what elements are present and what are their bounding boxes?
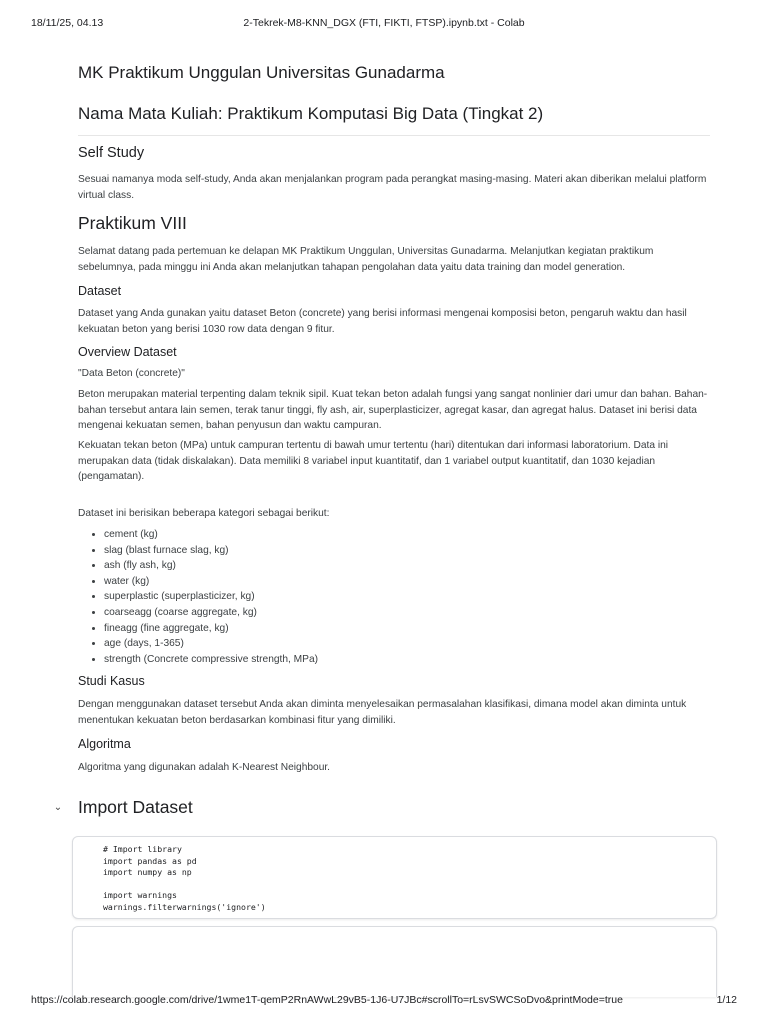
- self-study-text: Sesuai namanya moda self-study, Anda akan menjalankan program pada perangkat masing-masing. Materi akan diberikan melalui platform virtual class.: [78, 174, 707, 201]
- print-header: [0, 17, 768, 31]
- print-page-title: 2-Tekrek-M8-KNN_DGX (FTI, FIKTI, FTSP).ipynb.txt - Colab: [243, 17, 525, 29]
- chevron-down-icon[interactable]: ⌄: [53, 802, 63, 813]
- code-cell[interactable]: [72, 836, 717, 919]
- category-intro: Dataset ini berisikan beberapa kategori sebagai berikut:: [78, 508, 330, 519]
- studi-kasus-title: Studi Kasus: [78, 674, 145, 688]
- list-item: • slag (blast furnace slag, kg): [104, 543, 318, 559]
- print-footer: [0, 994, 768, 1008]
- list-item: • ash (fly ash, kg): [104, 558, 318, 574]
- algoritma-text: Algoritma yang digunakan adalah K-Nearest Neighbour.: [78, 762, 331, 773]
- dataset-title: Dataset: [78, 284, 122, 298]
- divider: [78, 135, 710, 136]
- heading-course: Nama Mata Kuliah: Praktikum Komputasi Big Data (Tingkat 2): [78, 104, 544, 123]
- praktikum-title: Praktikum VIII: [78, 213, 187, 233]
- list-item: • superplastic (superplasticizer, kg): [104, 589, 318, 605]
- overview-title: Overview Dataset: [78, 345, 177, 359]
- list-item: • coarseagg (coarse aggregate, kg): [104, 605, 318, 621]
- code-editor[interactable]: # Import library import pandas as pd import numpy as np import warnings warnings.filterwarnings('ignore'): [103, 844, 266, 912]
- list-item: • cement (kg): [104, 527, 318, 543]
- list-item: • fineagg (fine aggregate, kg): [104, 621, 318, 637]
- import-dataset-title: Import Dataset: [78, 797, 193, 817]
- list-item: • water (kg): [104, 574, 318, 590]
- print-datetime: 18/11/25, 04.13: [31, 17, 104, 29]
- page-number: 1/12: [716, 994, 737, 1006]
- overview-quote: "Data Beton (concrete)": [78, 368, 185, 379]
- heading-main: MK Praktikum Unggulan Universitas Gunadarma: [78, 63, 445, 82]
- list-item: • age (days, 1-365): [104, 636, 318, 652]
- dataset-text: Dataset yang Anda gunakan yaitu dataset Beton (concrete) yang berisi informasi mengenai komposisi beton, pengaruh waktu dan hasil kekuatan beton yang berisi 1030 row data dengan 9 fitur.: [78, 308, 687, 335]
- overview-para-2: Kekuatan tekan beton (MPa) untuk campuran tertentu di bawah umur tertentu (hari) ditentukan dari informasi laboratorium. Data ini merupakan data (tidak diskalakan). Data memiliki 8 variabel input kuantitatif, dan 1 variabel output kuantitatif, dan 1030 kejadian (pengamatan).: [78, 440, 669, 482]
- category-list: [78, 527, 318, 667]
- studi-kasus-text: Dengan menggunakan dataset tersebut Anda akan diminta menyelesaikan permasalahan klasifikasi, dimana model akan diminta untuk menentukan kekuatan beton berdasarkan kombinasi fitur yang dimiliki.: [78, 699, 687, 726]
- print-url: https://colab.research.google.com/drive/1wme1T-qemP2RnAWwL29vB5-1J6-U7JBc#scrollTo=rLsvSWCSoDvo&printMode=true: [31, 994, 623, 1006]
- praktikum-text: Selamat datang pada pertemuan ke delapan MK Praktikum Unggulan, Universitas Gunadarma. Melanjutkan kegiatan praktikum sebelumnya, pada minggu ini Anda akan melanjutkan tahapan pengolahan data yaitu data training dan model generation.: [78, 246, 654, 273]
- overview-para-1: Beton merupakan material terpenting dalam teknik sipil. Kuat tekan beton adalah fungsi yang sangat nonlinier dari umur dan bahan. Bahan-bahan tersebut antara lain semen, terak tanur tinggi, fly ash, air, superplasticizer, agregat kasar, dan agregat halus. Dataset ini berisi data mengenai kekuatan semen, bahan penyusun dan waktu campuran.: [78, 389, 708, 431]
- algoritma-title: Algoritma: [78, 737, 131, 751]
- self-study-title: Self Study: [78, 145, 145, 161]
- next-code-cell[interactable]: [72, 926, 717, 997]
- list-item: • strength (Concrete compressive strength, MPa): [104, 652, 318, 668]
